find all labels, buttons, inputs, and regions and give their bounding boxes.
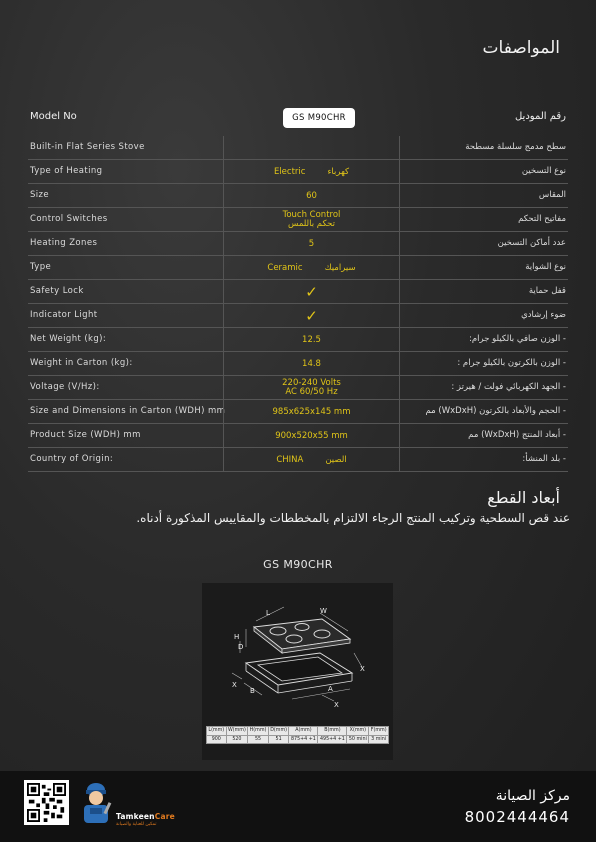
- diagram-model-label: GS M90CHR: [263, 558, 333, 571]
- spec-value-line-2: AC 60/50 Hz: [285, 387, 338, 397]
- dim-letter-x-bottom: X: [334, 701, 339, 709]
- cutout-title: أبعاد القطع: [487, 488, 560, 507]
- dimension-value-cell: 51: [268, 736, 289, 744]
- model-label-en: Model No: [30, 111, 77, 122]
- spec-label-en: Net Weight (kg):: [30, 334, 107, 344]
- spec-label-ar: قفل حماية: [528, 286, 566, 296]
- spec-row: [28, 304, 568, 328]
- checkmark-icon: ✓: [305, 306, 318, 325]
- spec-label-en: Product Size (WDH) mm: [30, 430, 141, 440]
- dim-letter-b: B: [250, 687, 255, 695]
- spec-label-en: Type: [30, 262, 52, 272]
- spec-label-en: Heating Zones: [30, 238, 98, 248]
- spec-value-en: CHINA: [276, 454, 304, 465]
- spec-value: [223, 448, 400, 472]
- counter-cutout: [258, 657, 342, 681]
- spec-value-ar: كهرباء: [327, 166, 350, 177]
- spec-row: [28, 280, 568, 304]
- spec-value-line-1: Touch Control: [282, 210, 341, 220]
- dimension-header-cell: H(mm): [248, 727, 269, 736]
- service-center-label: مركز الصيانة: [495, 788, 570, 804]
- spec-value-en: Ceramic: [267, 262, 303, 273]
- spec-row: [28, 352, 568, 376]
- spec-value-en: 60: [306, 190, 317, 201]
- dimension-value-cell: 3 mini: [369, 736, 389, 744]
- dim-letter-d: D: [238, 643, 244, 651]
- spec-value-ar: الصين: [325, 454, 347, 465]
- service-phone-number: 8002444464: [464, 808, 570, 826]
- dimension-value-cell: 900: [207, 736, 227, 744]
- dimension-value-cell: 55: [248, 736, 269, 744]
- dim-letter-h: H: [234, 633, 240, 641]
- spec-label-en: Type of Heating: [30, 166, 103, 176]
- spec-value-en: 900x520x55 mm: [275, 430, 348, 441]
- spec-row: [28, 328, 568, 352]
- dim-letter-a: A: [328, 685, 333, 693]
- dimensions-header-row: [207, 727, 389, 736]
- spec-value: [223, 352, 400, 376]
- spec-value: [223, 160, 400, 184]
- spec-value-en: 14.8: [302, 358, 321, 369]
- cutout-description: عند قص السطحية وتركيب المنتج الرجاء الالتزام بالمخططات والمقاييس المذكورة أدناه.: [136, 511, 570, 525]
- spec-row: [28, 136, 568, 160]
- spec-label-en: Weight in Carton (kg):: [30, 358, 133, 368]
- spec-value: [223, 280, 400, 304]
- spec-label-en: Control Switches: [30, 214, 108, 224]
- spec-label-en: Country of Origin:: [30, 454, 114, 464]
- spec-value: [223, 400, 400, 424]
- spec-row: [28, 256, 568, 280]
- dimension-header-cell: F(mm): [369, 727, 389, 736]
- dimensions-value-row: [207, 736, 389, 744]
- brand-name: TamkeenCare: [116, 812, 175, 821]
- specs-table: [28, 136, 568, 472]
- dimension-header-cell: A(mm): [289, 727, 318, 736]
- spec-row: [28, 160, 568, 184]
- spec-label-ar: مفاتيح التحكم: [518, 214, 566, 224]
- dimension-header-cell: L(mm): [207, 727, 227, 736]
- spec-value: [223, 184, 400, 208]
- spec-value-en: 12.5: [302, 334, 321, 345]
- footer: [0, 771, 596, 842]
- spec-label-ar: - بلد المنشأ:: [522, 454, 566, 464]
- spec-label-ar: - أبعاد المنتج (WxDxH) مم: [468, 430, 566, 440]
- spec-value-ar: سيراميك: [324, 262, 356, 273]
- qr-code: [24, 780, 69, 825]
- spec-label-en: Safety Lock: [30, 286, 84, 296]
- dim-letter-x-left: X: [232, 681, 237, 689]
- dimension-header-cell: D(mm): [268, 727, 289, 736]
- spec-value-en: Electric: [273, 166, 306, 177]
- spec-row: [28, 424, 568, 448]
- page-title: المواصفات: [482, 38, 560, 58]
- spec-label-en: Built-in Flat Series Stove: [30, 142, 145, 152]
- brand-subtitle: تمكين للعناية والصيانة: [116, 822, 157, 827]
- spec-value: [223, 328, 400, 352]
- spec-value: [223, 136, 400, 160]
- spec-label-en: Voltage (V/Hz):: [30, 382, 100, 392]
- spec-label-ar: - الوزن صافي بالكيلو جرام:: [469, 334, 566, 344]
- spec-label-ar: نوع التسخين: [521, 166, 566, 176]
- cutout-dimensions-table: [206, 726, 389, 744]
- spec-label-ar: سطح مدمج سلسلة مسطحة: [465, 142, 566, 152]
- spec-value: [223, 208, 400, 232]
- spec-label-ar: - الحجم والأبعاد بالكرتون (WxDxH) مم: [425, 406, 566, 416]
- spec-label-ar: - الجهد الكهربائي فولت / هيرتز :: [451, 382, 566, 392]
- technician-mascot-icon: [76, 778, 116, 830]
- cutout-diagram: [202, 583, 393, 760]
- cutout-diagram-drawing: [202, 583, 393, 726]
- spec-label-ar: المقاس: [538, 190, 566, 200]
- model-label-ar: رقم الموديل: [514, 111, 566, 122]
- spec-value-line-1: 220-240 Volts: [282, 378, 341, 388]
- spec-value-line-2: تحكم باللمس: [287, 219, 335, 229]
- spec-row: [28, 232, 568, 256]
- dim-letter-w: W: [320, 607, 327, 615]
- spec-row: [28, 184, 568, 208]
- dimension-value-cell: 875+4 +1: [289, 736, 318, 744]
- dim-letter-x-right: X: [360, 665, 365, 673]
- dimension-value-cell: 520: [226, 736, 248, 744]
- model-row: [28, 108, 568, 130]
- dim-letter-l: L: [266, 609, 270, 617]
- model-number-badge: GS M90CHR: [283, 108, 355, 128]
- spec-label-ar: ضوء إرشادي: [521, 310, 566, 320]
- dimension-header-cell: W(mm): [226, 727, 248, 736]
- spec-label-en: Size and Dimensions in Carton (WDH) mm: [30, 406, 226, 416]
- spec-value: [223, 424, 400, 448]
- qr-code-icon: [27, 783, 66, 822]
- spec-label-ar: نوع الشواية: [525, 262, 566, 272]
- spec-label-en: Indicator Light: [30, 310, 98, 320]
- spec-label-ar: - الوزن بالكرتون بالكيلو جرام :: [457, 358, 566, 368]
- spec-value: [223, 304, 400, 328]
- spec-value-en: 5: [308, 238, 315, 249]
- spec-row: [28, 376, 568, 400]
- spec-value: [223, 256, 400, 280]
- dimension-header-cell: B(mm): [318, 727, 347, 736]
- spec-row: [28, 400, 568, 424]
- spec-value: [223, 232, 400, 256]
- spec-value-en: 985x625x145 mm: [272, 406, 351, 417]
- dimension-value-cell: 50 mini: [348, 736, 367, 742]
- spec-row: [28, 208, 568, 232]
- spec-label-ar: عدد أماكن التسخين: [497, 238, 566, 248]
- spec-label-en: Size: [30, 190, 50, 200]
- dimension-value-cell: 495+4 +1: [318, 736, 347, 744]
- dimension-header-cell: X(mm): [347, 727, 369, 736]
- checkmark-icon: ✓: [305, 282, 318, 301]
- spec-row: [28, 448, 568, 472]
- spec-value: [223, 376, 400, 400]
- brand-logo: [76, 778, 175, 830]
